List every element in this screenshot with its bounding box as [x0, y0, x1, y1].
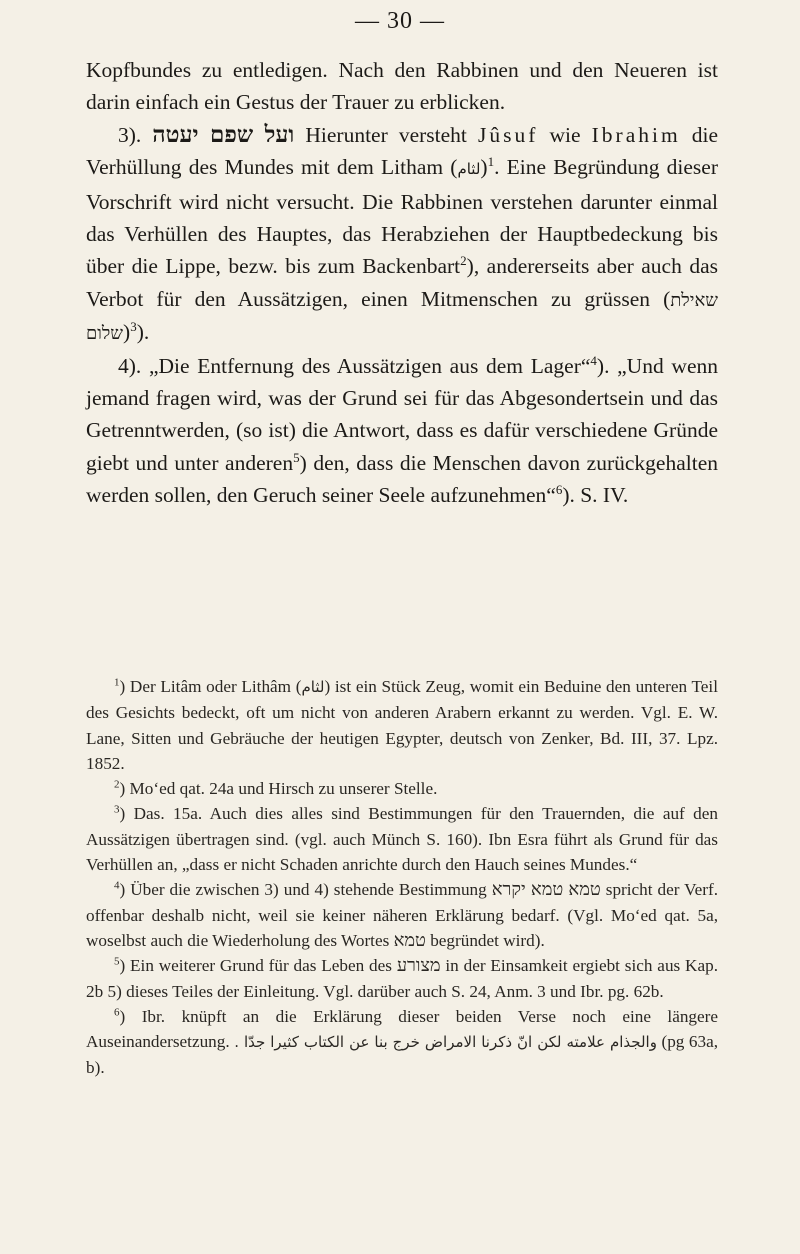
footnote-ref: 1: [487, 154, 495, 170]
paragraph-continuation: Kopfbundes zu entledigen. Nach den Rabbinen und den Neueren ist darin einfach ein Gestus der Trauer zu erblicken.: [86, 58, 718, 115]
footnote-ref: 3: [130, 319, 137, 335]
footnote-ref: 6: [555, 482, 563, 498]
hebrew-phrase: טמא טמא יקרא: [491, 879, 601, 900]
hebrew-phrase: שאילת שלום: [86, 289, 718, 344]
footnote-3: $^3$) Das. 15a. Auch dies alles sind Bestimmungen für den Trauernden, die auf den Aussätzigen übertragen sind. (vgl. auch Münch S. 160). Ibn Esra führt als Grund für das Verhüllen an, „dass er nicht Schaden anrichte durch den Hauch seines Mundes.“: [86, 803, 718, 875]
hebrew-verse: ועל שפם יעטה: [152, 121, 295, 147]
footnote-4: $^4$) Über die zwischen 3) und 4) stehende Bestimmung טמא טמא יקרא spricht der Verf. offenbar deshalb nicht, weil sie keiner näheren Erklärung bedarf. (Vgl. Mo‘ed qat. 5a, woselbst auch die Wiederholung des Wortes טמא begründet wird).: [86, 879, 719, 950]
arabic-quote: والجذام علامته لكن انّ ذكرنا الامراض خرج بنا عن الكتاب كثيرا جدّا .: [234, 1033, 657, 1052]
footnote-1: $^1$) Der Litâm oder Lithâm (لثام) ist ein Stück Zeug, womit ein Beduine den unteren Teil des Gesichts bedeckt, oft um nicht von anderen Arabern erkannt zu werden. Vgl. E. W. Lane, Sitten und Gebräuche der heutigen Egypter, deutsch von Zenker, Bd. III, 37. Lpz. 1852.: [86, 676, 718, 773]
footnote-6: $^6$) Ibr. knüpft an die Erklärung dieser beiden Verse noch eine längere Auseinandersetzung. والجذام علامته لكن انّ ذكرنا الامراض خرج بنا عن الكتاب كثيرا جدّا . (pg 63a, b).: [86, 1006, 719, 1078]
page-number: — 30 —: [355, 8, 445, 34]
main-text: [86, 54, 718, 512]
footnotes: [86, 674, 718, 1081]
paragraph-item-4: 4). „Die Entfernung des Aussätzigen aus dem Lager“$^4$). „Und wenn jemand fragen wird, was der Grund sei für das Abgesondertsein und das Getrenntwerden, (so ist) die Antwort, dass es dafür verschiedene Gründe giebt und unter anderen$^5$) den, dass die Menschen davon zurückgehalten werden sollen, den Geruch seiner Seele aufzunehmen“$^6$). S. IV.: [86, 352, 718, 508]
arabic-litham: لثام: [457, 160, 481, 179]
name-jusuf: Jûsuf: [478, 122, 539, 147]
footnote-2: $^2$) Mo‘ed qat. 24a und Hirsch zu unserer Stelle.: [114, 778, 438, 799]
item-number: 3).: [118, 122, 142, 147]
arabic-litham: لثام: [301, 678, 325, 696]
footnote-ref: 5: [293, 449, 300, 465]
hebrew-word: טמא: [393, 929, 426, 950]
paragraph-item-3: 3). ועל שפם יעטה Hierunter versteht Jûsuf wie Ibrahim die Verhüllung des Mundes mit dem Litham (لثام)$^1$. Eine Begründung dieser Vorschrift wird nicht versucht. Die Rabbinen verstehen darunter einmal das Verhüllen des Hauptes, das Herabziehen der Hauptbedeckung bis über die Lippe, bezw. bis zum Backenbart$^2$), andererseits aber auch das Verbot für den Aussätzigen, einen Mitmenschen zu grüssen (שאילת שלום)$^3$).: [86, 121, 719, 345]
footnote-5: $^5$) Ein weiterer Grund für das Leben des מצורע in der Einsamkeit ergiebt sich aus Kap. 2b 5) dieses Teiles der Einleitung. Vgl. darüber auch S. 24, Anm. 3 und Ibr. pg. 62b.: [86, 955, 718, 1001]
hebrew-word: מצורע: [396, 955, 441, 976]
name-ibrahim: Ibrahim: [591, 122, 681, 147]
footnote-ref: 2: [460, 253, 467, 269]
footnote-ref: 4: [590, 352, 597, 368]
